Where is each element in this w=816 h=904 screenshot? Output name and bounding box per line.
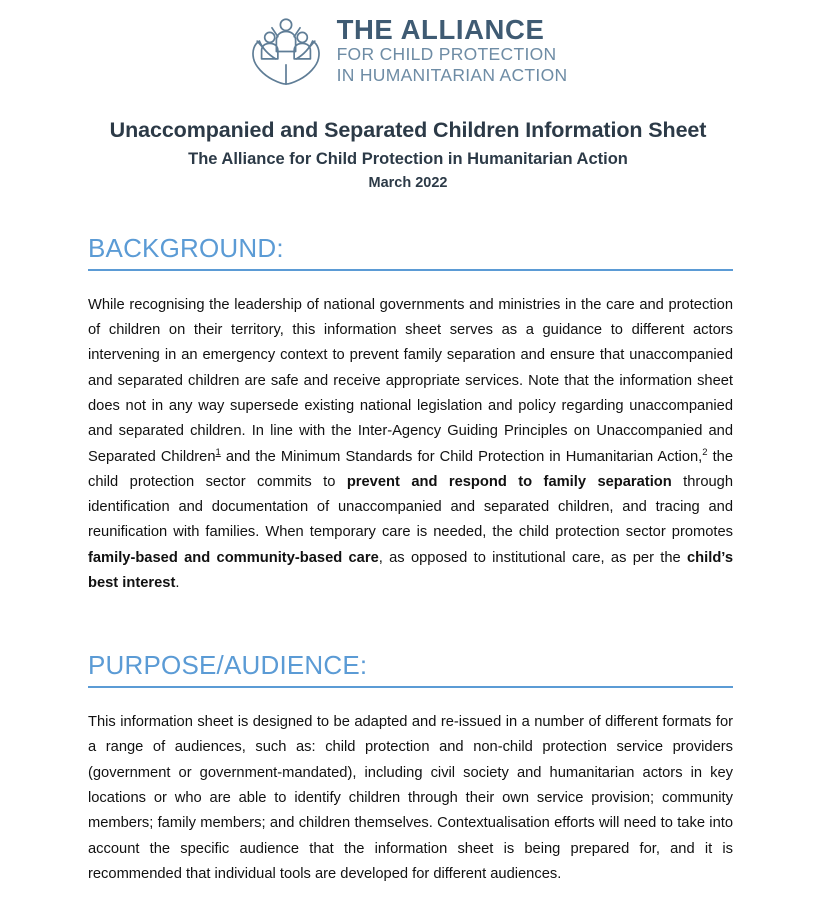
footnote-marker-2[interactable]: 2	[702, 446, 708, 458]
paragraph-bold-prevent-respond: prevent and respond to family separation	[346, 473, 672, 490]
document-content	[88, 234, 733, 887]
section-heading-purpose-audience: PURPOSE/AUDIENCE:	[88, 651, 733, 688]
masthead	[0, 0, 816, 88]
section-paragraph-purpose-audience: This information sheet is designed to be adapted and re-issued in a number of different formats for a range of audiences, such as: child protection and non-child protection service providers (government or government-mandated), including civil society and humanitarian actors in key locations or who are able to identify children through their own service provision; community members; family members; and children themselves. Contextualisation efforts will need to take into account the specific audience that the information sheet is being prepared for, and it is recommended that individual tools are developed for different audiences.	[88, 714, 733, 882]
alliance-children-in-hands-logo-icon	[249, 13, 323, 87]
paragraph-bold-child-best-interest: child’s best interest	[88, 549, 733, 591]
section-paragraph-background	[88, 293, 733, 596]
footnote-marker-1[interactable]: 1	[215, 446, 221, 458]
paragraph-text-part-2: and the Minimum Standards for Child Protection in Humanitarian Action,	[220, 448, 703, 465]
paragraph-bold-family-community-care: family-based and community-based care	[88, 549, 379, 566]
page-title: Unaccompanied and Separated Children Information Sheet	[109, 118, 707, 142]
logo-line-3: IN HUMANITARIAN ACTION	[336, 64, 568, 85]
paragraph-text-part-1: While recognising the leadership of national governments and ministries in the care and protection of children on their territory, this information sheet serves as a guidance to different actors intervening in an emergency context to prevent family separation and ensure that unaccompanied and separated children are safe and receive appropriate services. Note that the information sheet does not in any way supersede existing national legislation and policy regarding unaccompanied and separated children. In line with the Inter-Agency Guiding Principles on Unaccompanied and Separated Children	[88, 296, 733, 465]
logo-line-2: FOR CHILD PROTECTION	[336, 44, 557, 65]
logo-wordmark	[336, 13, 568, 85]
logo-line-1: THE ALLIANCE	[336, 13, 545, 45]
section-background	[88, 234, 733, 596]
page-subtitle: The Alliance for Child Protection in Humanitarian Action	[188, 150, 628, 168]
paragraph-text-part-3: the child protection sector commits to	[88, 448, 733, 490]
section-heading-background: BACKGROUND:	[88, 234, 733, 271]
paragraph-text-part-5: , as opposed to institutional care, as per the	[378, 549, 688, 566]
section-purpose-audience	[88, 651, 733, 887]
paragraph-text-part-4: through identification and documentation of unaccompanied and separated children, and tracing and reunification with families. When temporary care is needed, the child protection sector promotes	[88, 473, 733, 541]
page-date: March 2022	[368, 175, 448, 191]
paragraph-text-part-6: .	[175, 574, 180, 591]
